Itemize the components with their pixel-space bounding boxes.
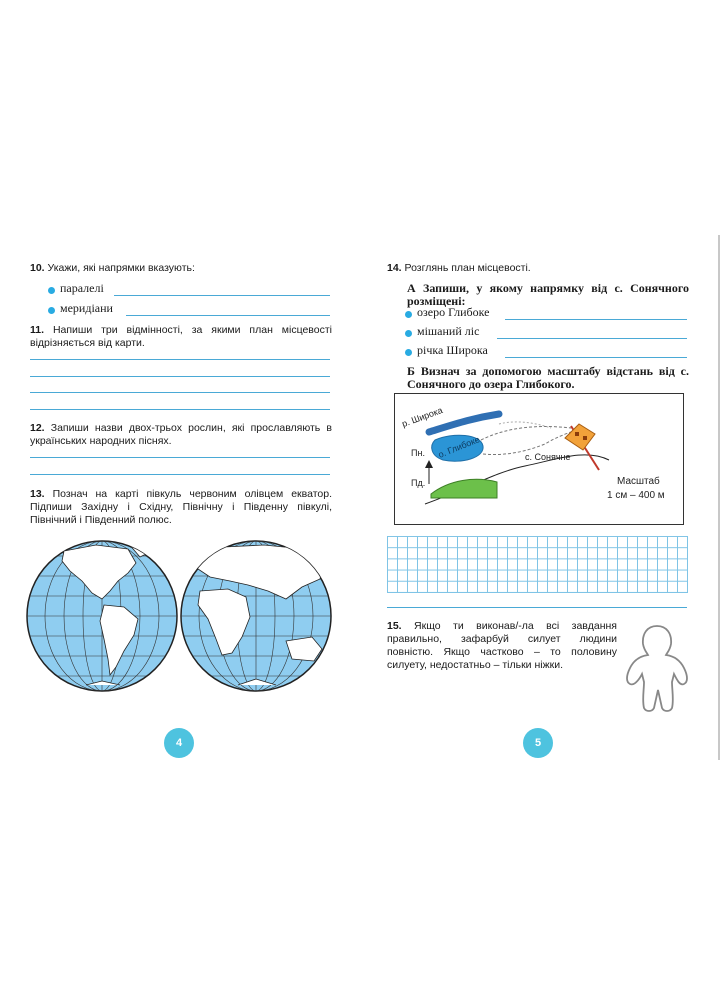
person-silhouette[interactable] [622,624,692,712]
task-15-text: Якщо ти виконав/-ла всі завдання правильно, зафарбуй силует людини повністю. Якщо частково – то половину силуету, недостатньо – тільки ніжки. [387,620,617,671]
task-13 [30,488,332,527]
bullet-icon [405,330,412,337]
task-13-text: Познач на карті півкуль червоним олівцем екватор. Підпиши Західну і Східну, Північну і Південну півкулі, Північний і Південний полюс. [30,488,332,526]
arrow-head-icon [425,460,433,468]
western-hemisphere [24,535,184,695]
scale-title: Масштаб [617,476,660,487]
task-13-number: 13. [30,488,45,500]
task-14-part-b [407,365,689,391]
part-a-letter: А [407,281,416,295]
task-11-number: 11. [30,324,45,336]
bullet-icon [48,287,55,294]
task-11 [30,324,332,350]
task-15-number: 15. [387,620,402,632]
house-icon [575,432,579,436]
task-15 [387,620,617,672]
scale-value: 1 см – 400 м [607,490,665,501]
answer-line[interactable] [30,474,330,475]
answer-line[interactable] [30,409,330,410]
part-b-text: Визнач за допомогою масштабу відстань від с. Сонячного до озера Глибокого. [407,364,689,391]
task-10-item-meridians: меридіани [60,301,113,315]
part-b-letter: Б [407,364,415,378]
hemispheres-map[interactable] [24,535,334,697]
house-icon [583,436,587,440]
dirt-road [481,427,571,441]
bullet-icon [405,311,412,318]
task-14-number: 14. [387,262,402,274]
silhouette-outline [627,626,687,711]
south-label: Пд. [411,478,426,488]
answer-grid[interactable] [387,536,688,593]
terrain-plan [394,393,684,525]
task-10-text: Укажи, які напрямки вказують: [47,262,195,274]
answer-line[interactable] [30,392,330,393]
village-label: с. Сонячне [525,452,571,462]
forest-shape [431,479,497,498]
task-10 [30,262,332,275]
task-10-item-parallels: паралелі [60,281,104,295]
task-14-text: Розглянь план місцевості. [404,262,531,274]
answer-line-forest[interactable] [497,338,687,339]
answer-line-meridians[interactable] [126,315,330,316]
eastern-hemisphere [174,535,334,695]
item-river: річка Широка [417,343,488,357]
answer-line[interactable] [30,457,330,458]
answer-line[interactable] [387,607,687,608]
page-number-left: 4 [164,728,194,758]
river-label: р. Широка [400,405,444,429]
task-11-text: Напиши три відмінності, за якими план місцевості відрізняється від карти. [30,324,332,349]
answer-line[interactable] [30,376,330,377]
answer-line-river[interactable] [505,357,687,358]
answer-line[interactable] [30,359,330,360]
task-14 [387,262,689,275]
item-lake: озеро Глибоке [417,305,490,319]
task-12 [30,422,332,448]
lake-label: о. Глибоке [436,434,482,460]
part-a-text: Запиши, у якому напрямку від с. Сонячного розміщені: [407,281,689,308]
task-12-number: 12. [30,422,45,434]
north-label: Пн. [411,448,425,458]
bullet-icon [48,307,55,314]
task-12-text: Запиши назви двох-трьох рослин, які прославляють в українських народних піснях. [30,422,332,447]
task-10-number: 10. [30,262,45,274]
page-number-right: 5 [523,728,553,758]
river-shape [429,414,499,432]
item-forest: мішаний ліс [417,324,480,338]
answer-line-lake[interactable] [505,319,687,320]
bullet-icon [405,349,412,356]
answer-line-parallels[interactable] [114,295,330,296]
